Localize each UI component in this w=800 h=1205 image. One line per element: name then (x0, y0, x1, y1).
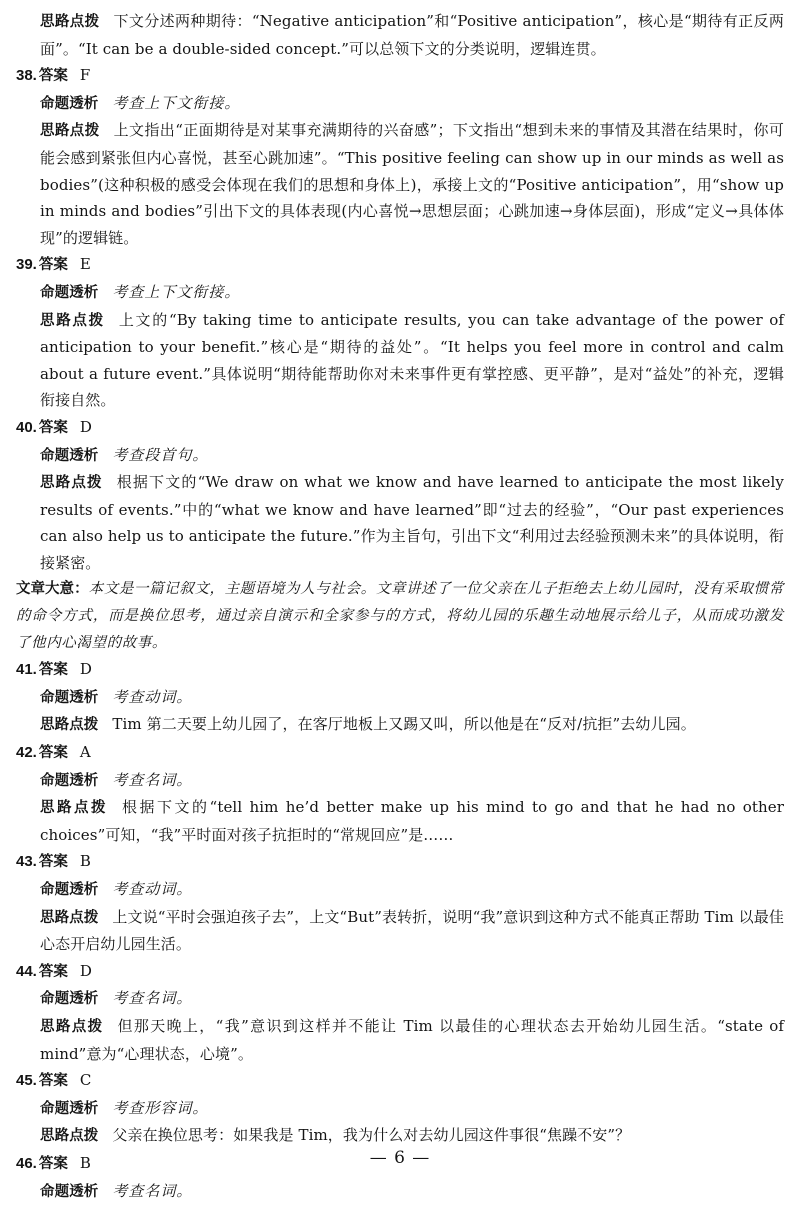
answer-label: 答案 (38, 854, 68, 871)
insight-text: 考查动词。 (112, 880, 193, 898)
answer-label: 答案 (38, 68, 68, 85)
insight-label: 命题透析 (40, 1183, 99, 1200)
analysis-text: 下文分述两种期待：“Negative anticipation”和“Positive anticipation”，核心是“期待有正反两面”。“It can be a double-sided concept.”可以总领下文的分类说明，逻辑连贯。 (40, 12, 784, 58)
analysis-label: 思路点拨 (40, 312, 105, 329)
analysis-label: 思路点拨 (40, 1018, 104, 1035)
answer-label: 答案 (38, 419, 68, 436)
answer-value: B (79, 852, 91, 871)
analysis-text: 上文指出“正面期待是对某事充满期待的兴奋感”；下文指出“想到未来的事情及其潜在结果时，你可能会感到紧张但内心喜悦，甚至心跳加速”。“This positive feeling can show up in our minds as well as bodies”(这种积极的感受会体现在我们的思想和身体上)，承接上文的“Positive anticipation”，用“show up in minds and bodies”引出下文的具体表现(内心喜悦→思想层面；心跳加速→身体层面)，形成“定义→具体体现”的逻辑链。 (40, 121, 784, 247)
answer-value: C (79, 1071, 92, 1090)
insight-label: 命题透析 (40, 882, 99, 898)
analysis-label: 思路点拨 (40, 909, 99, 926)
question-entry-41 (16, 656, 784, 739)
answer-value: D (79, 417, 92, 436)
analysis-label: 思路点拨 (40, 14, 100, 30)
insight-label: 命题透析 (40, 991, 99, 1008)
analysis-text: 父亲在换位思考：如果我是 Tim，我为什么对去幼儿园这件事很“焦躁不安”？ (112, 1126, 631, 1145)
answer-value: B (79, 1153, 91, 1172)
analysis-label: 思路点拨 (40, 123, 100, 140)
question-number: 39. (16, 256, 37, 274)
insight-text: 考查动词。 (112, 687, 193, 706)
analysis-text: 根据下文的“We draw on what we know and have learned to anticipate the most likely results of events.”中的“what we know and have learned”即“过去的经验”，“Our past experiences can also help us to anticipate the future.”作为主旨句，引出下文“利用过去经验预测未来”的具体说明，衔接紧密。 (40, 473, 784, 572)
answer-value: D (79, 961, 92, 980)
analysis-text: 上文说“平时会强迫孩子去”，上文“But”表转折，说明“我”意识到这种方式不能真正帮助 Tim 以最佳心态开启幼儿园生活。 (40, 907, 784, 954)
question-entry-39 (16, 251, 784, 414)
insight-text: 考查上下文衔接。 (112, 282, 241, 301)
insight-text: 考查名词。 (112, 1181, 193, 1200)
question-number: 38. (16, 67, 37, 85)
insight-label: 命题透析 (40, 284, 99, 301)
page-number: — 6 — (369, 1148, 431, 1168)
analysis-label: 思路点拨 (40, 475, 103, 492)
insight-label: 命题透析 (40, 447, 99, 464)
answer-label: 答案 (38, 1155, 68, 1172)
insight-label: 命题透析 (40, 95, 99, 112)
question-number: 45. (16, 1072, 37, 1090)
carryover-analysis (16, 8, 784, 62)
answer-label: 答案 (38, 1073, 68, 1090)
question-entry-43 (16, 848, 784, 957)
analysis-text: 但那天晚上，“我”意识到这样并不能让 Tim 以最佳的心理状态去开始幼儿园生活。“state of mind”意为“心理状态，心境”。 (40, 1016, 784, 1063)
analysis-text: 根据下文的“tell him he’d better make up his mind to go and that he had no other choices”可知，“我”平时面对孩子抗拒时的“常规回应”是…… (40, 798, 784, 844)
question-entry-44 (16, 958, 784, 1067)
question-number: 46. (16, 1154, 37, 1172)
analysis-label: 思路点拨 (40, 717, 99, 734)
question-number: 42. (16, 744, 37, 762)
question-number: 40. (16, 418, 37, 436)
summary-text: 本文是一篇记叙文，主题语境为人与社会。文章讲述了一位父亲在儿子拒绝去上幼儿园时，没有采取惯常的命令方式，而是换位思考，通过亲自演示和全家参与的方式，将幼儿园的乐趣生动地展示给儿子，从而成功激发了他内心渴望的故事。 (16, 581, 784, 651)
answer-label: 答案 (38, 745, 68, 762)
question-entry-45 (16, 1067, 784, 1150)
insight-text: 考查名词。 (112, 770, 193, 789)
answer-value: E (79, 255, 91, 274)
insight-text: 考查段首句。 (112, 445, 209, 464)
insight-label: 命题透析 (40, 772, 99, 789)
answer-value: F (79, 66, 91, 85)
passage-summary (16, 576, 784, 656)
question-number: 44. (16, 962, 37, 980)
analysis-label: 思路点拨 (40, 1128, 99, 1145)
answer-label: 答案 (38, 662, 68, 679)
question-entry-38 (16, 62, 784, 251)
answer-value: A (79, 743, 91, 762)
answer-label: 答案 (38, 257, 68, 274)
insight-text: 考查形容词。 (112, 1098, 209, 1117)
question-number: 43. (16, 853, 37, 871)
insight-text: 考查上下文衔接。 (112, 93, 241, 112)
analysis-text: 上文的“By taking time to anticipate results, you can take advantage of the power of anticipation to your benefit.”核心是“期待的益处”。“It helps you feel more in control and calm about a future event.”具体说明“期待能帮助你对未来事件更有掌控感、更平静”，是对“益处”的补充，逻辑衔接自然。 (40, 310, 784, 410)
summary-label: 文章大意： (16, 581, 89, 598)
insight-text: 考查名词。 (112, 989, 193, 1008)
answer-value: D (79, 660, 92, 679)
insight-label: 命题透析 (40, 1100, 99, 1117)
insight-label: 命题透析 (40, 689, 99, 706)
question-entry-40 (16, 414, 784, 577)
question-number: 41. (16, 661, 37, 679)
analysis-label: 思路点拨 (40, 800, 109, 817)
question-entry-42 (16, 739, 784, 848)
analysis-text: Tim 第二天要上幼儿园了，在客厅地板上又踢又叫，所以他是在“反对/抗拒”去幼儿园。 (112, 715, 696, 734)
answer-label: 答案 (38, 963, 68, 980)
